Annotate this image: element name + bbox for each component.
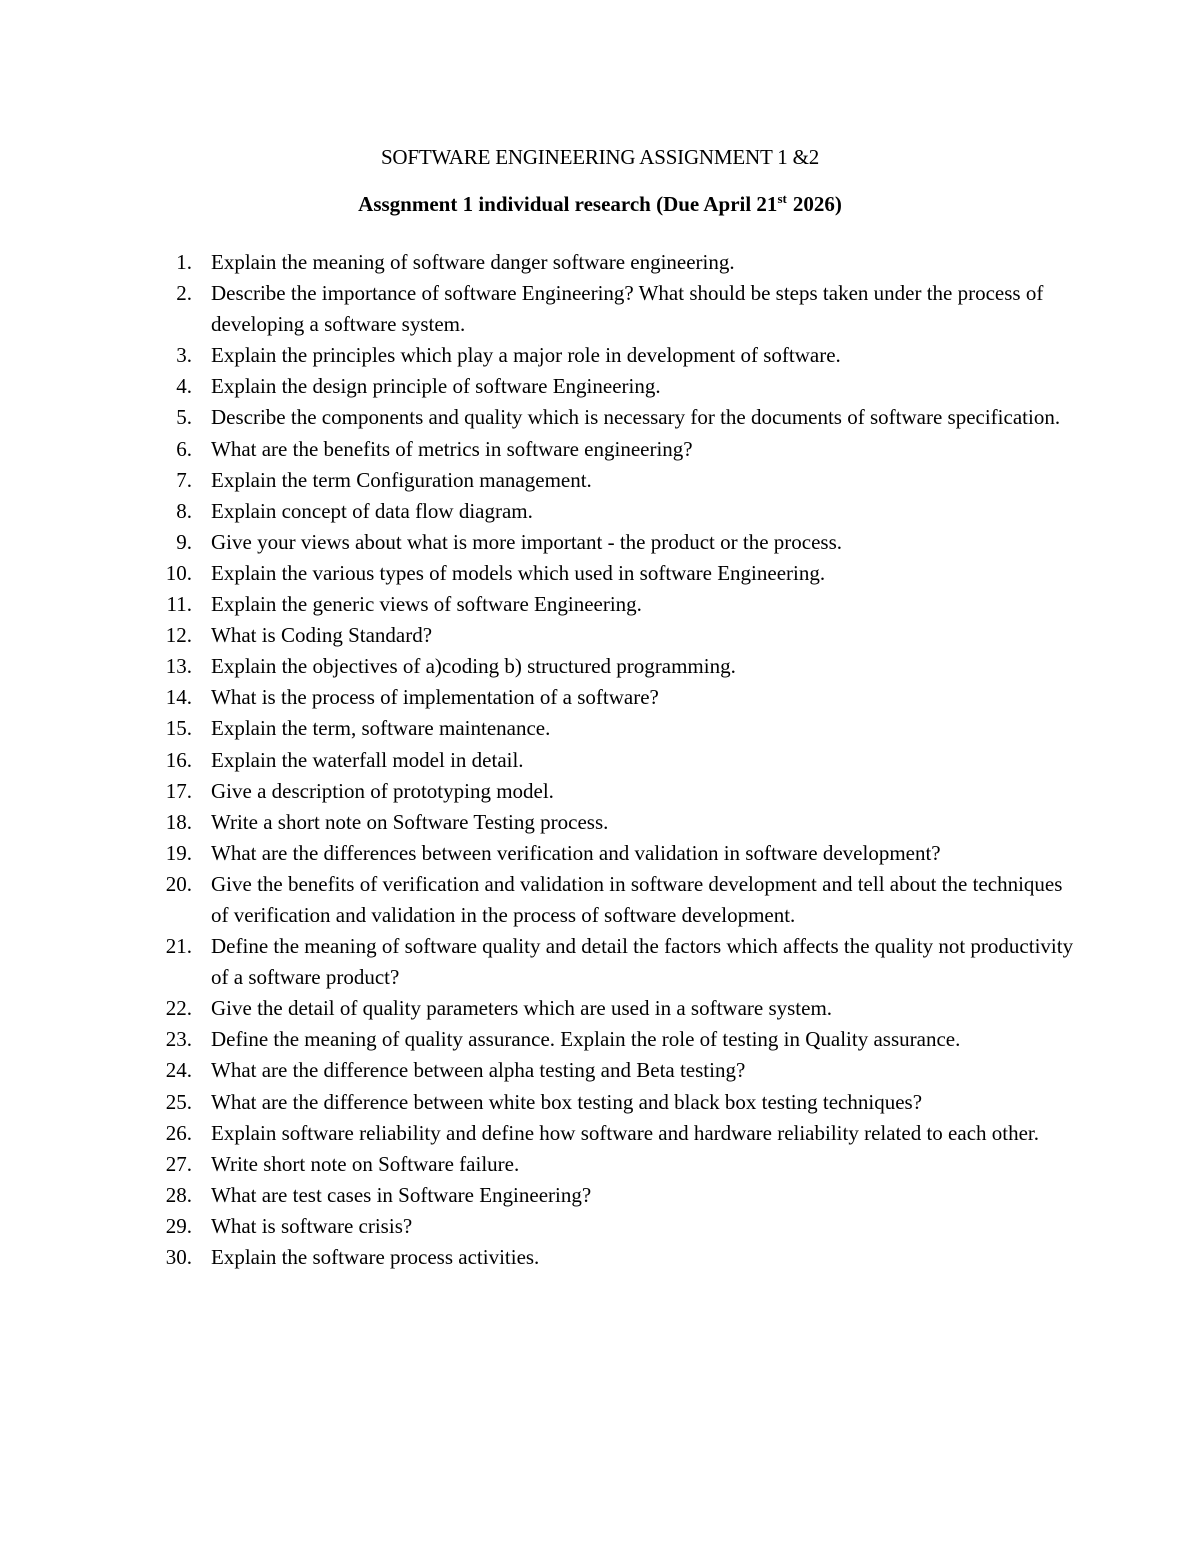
question-item xyxy=(0,496,1081,527)
question-item xyxy=(0,402,1081,433)
question-item xyxy=(0,527,1081,558)
question-item xyxy=(0,776,1081,807)
question-number: 25. xyxy=(165,1089,192,1114)
question-text: What is software crisis? xyxy=(211,1213,413,1238)
question-number: 1. xyxy=(176,250,192,274)
question-number: 9. xyxy=(176,529,192,554)
question-text: What are the difference between white box testing and black box testing techniques? xyxy=(211,1089,923,1114)
question-item xyxy=(0,993,1081,1024)
question-item xyxy=(0,620,1081,651)
question-item xyxy=(0,713,1081,744)
question-text: Describe the components and quality which is necessary for the documents of software specification. xyxy=(211,405,1061,430)
question-number: 20. xyxy=(165,871,192,896)
question-text: Explain the design principle of software Engineering. xyxy=(211,374,661,399)
question-item xyxy=(0,1055,1081,1086)
question-list xyxy=(0,247,1081,1273)
question-text: What are the benefits of metrics in software engineering? xyxy=(211,436,693,461)
question-item xyxy=(0,931,1081,993)
question-text: What are test cases in Software Engineering? xyxy=(211,1182,592,1207)
question-number: 18. xyxy=(165,809,192,834)
question-text: What are the differences between verification and validation in software development? xyxy=(211,840,941,865)
question-text: Explain software reliability and define how software and hardware reliability related to each other. xyxy=(211,1120,1040,1145)
question-item xyxy=(0,1211,1081,1242)
subtitle-year: 2026) xyxy=(792,192,842,216)
question-item xyxy=(0,247,1081,278)
question-text: Define the meaning of quality assurance. Explain the role of testing in Quality assurance. xyxy=(211,1027,961,1052)
question-number: 23. xyxy=(165,1027,192,1052)
question-number: 27. xyxy=(165,1151,192,1176)
question-text: Explain the various types of models which used in software Engineering. xyxy=(211,560,826,585)
question-number: 26. xyxy=(165,1120,192,1145)
question-item xyxy=(0,589,1081,620)
question-text: Explain the generic views of software Engineering. xyxy=(211,592,642,617)
question-text: Explain the principles which play a major role in development of software. xyxy=(211,343,841,368)
question-item xyxy=(0,558,1081,589)
question-text: Explain the waterfall model in detail. xyxy=(211,747,524,772)
question-text: Define the meaning of software quality and detail the factors which affects the quality not productivity of a software product? xyxy=(211,934,1074,990)
question-number: 14. xyxy=(165,685,192,710)
question-text: Write short note on Software failure. xyxy=(211,1151,520,1176)
question-item xyxy=(0,340,1081,371)
question-number: 6. xyxy=(176,436,192,461)
question-text: Explain the term, software maintenance. xyxy=(211,716,551,741)
question-item xyxy=(0,838,1081,869)
question-item xyxy=(0,278,1081,340)
question-number: 19. xyxy=(165,840,192,865)
question-item xyxy=(0,434,1081,465)
question-text: What is Coding Standard? xyxy=(211,623,433,648)
question-number: 4. xyxy=(176,374,192,399)
question-item xyxy=(0,745,1081,776)
question-text: What is the process of implementation of a software? xyxy=(211,685,659,710)
question-number: 12. xyxy=(165,623,192,648)
question-number: 29. xyxy=(165,1213,192,1238)
subtitle-text: Assgnment 1 individual research (Due April 21 xyxy=(358,192,778,216)
question-item xyxy=(0,869,1081,931)
question-text: Write a short note on Software Testing process. xyxy=(211,809,609,834)
question-text: Explain the term Configuration management. xyxy=(211,467,592,492)
question-number: 3. xyxy=(176,343,192,368)
question-number: 13. xyxy=(165,654,192,679)
question-text: Explain the software process activities. xyxy=(211,1245,540,1269)
question-item xyxy=(0,371,1081,402)
question-number: 11. xyxy=(166,592,192,617)
question-item xyxy=(0,1180,1081,1211)
question-item xyxy=(0,651,1081,682)
question-text: Explain the meaning of software danger software engineering. xyxy=(211,250,735,274)
question-text: Give the benefits of verification and validation in software development and tell about the techniques of verification and validation in the process of software development. xyxy=(211,871,1063,927)
question-item xyxy=(0,682,1081,713)
question-text: Explain the objectives of a)coding b) structured programming. xyxy=(211,654,736,679)
question-number: 8. xyxy=(176,498,192,523)
question-number: 15. xyxy=(165,716,192,741)
question-text: Describe the importance of software Engineering? What should be steps taken under the process of developing a software system. xyxy=(211,281,1044,337)
question-item xyxy=(0,1087,1081,1118)
question-number: 5. xyxy=(176,405,192,430)
question-item xyxy=(0,465,1081,496)
question-item xyxy=(0,1118,1081,1149)
question-number: 2. xyxy=(176,281,192,306)
question-text: Give your views about what is more important - the product or the process. xyxy=(211,529,843,554)
question-number: 28. xyxy=(165,1182,192,1207)
question-number: 16. xyxy=(165,747,192,772)
assignment-subtitle xyxy=(0,190,1200,221)
question-number: 22. xyxy=(165,996,192,1021)
question-number: 24. xyxy=(165,1058,192,1083)
question-number: 21. xyxy=(165,934,192,959)
question-number: 17. xyxy=(165,778,192,803)
question-text: Give a description of prototyping model. xyxy=(211,778,554,803)
question-item xyxy=(0,807,1081,838)
question-text: What are the difference between alpha testing and Beta testing? xyxy=(211,1058,746,1083)
question-item xyxy=(0,1024,1081,1055)
question-number: 7. xyxy=(176,467,192,492)
question-number: 30. xyxy=(165,1245,192,1269)
subtitle-superscript: st xyxy=(777,191,787,206)
question-item xyxy=(0,1149,1081,1180)
page-title: SOFTWARE ENGINEERING ASSIGNMENT 1 &2 xyxy=(380,145,820,169)
question-text: Give the detail of quality parameters which are used in a software system. xyxy=(211,996,833,1021)
question-item xyxy=(0,1242,1081,1273)
question-number: 10. xyxy=(165,560,192,585)
question-text: Explain concept of data flow diagram. xyxy=(211,498,533,523)
